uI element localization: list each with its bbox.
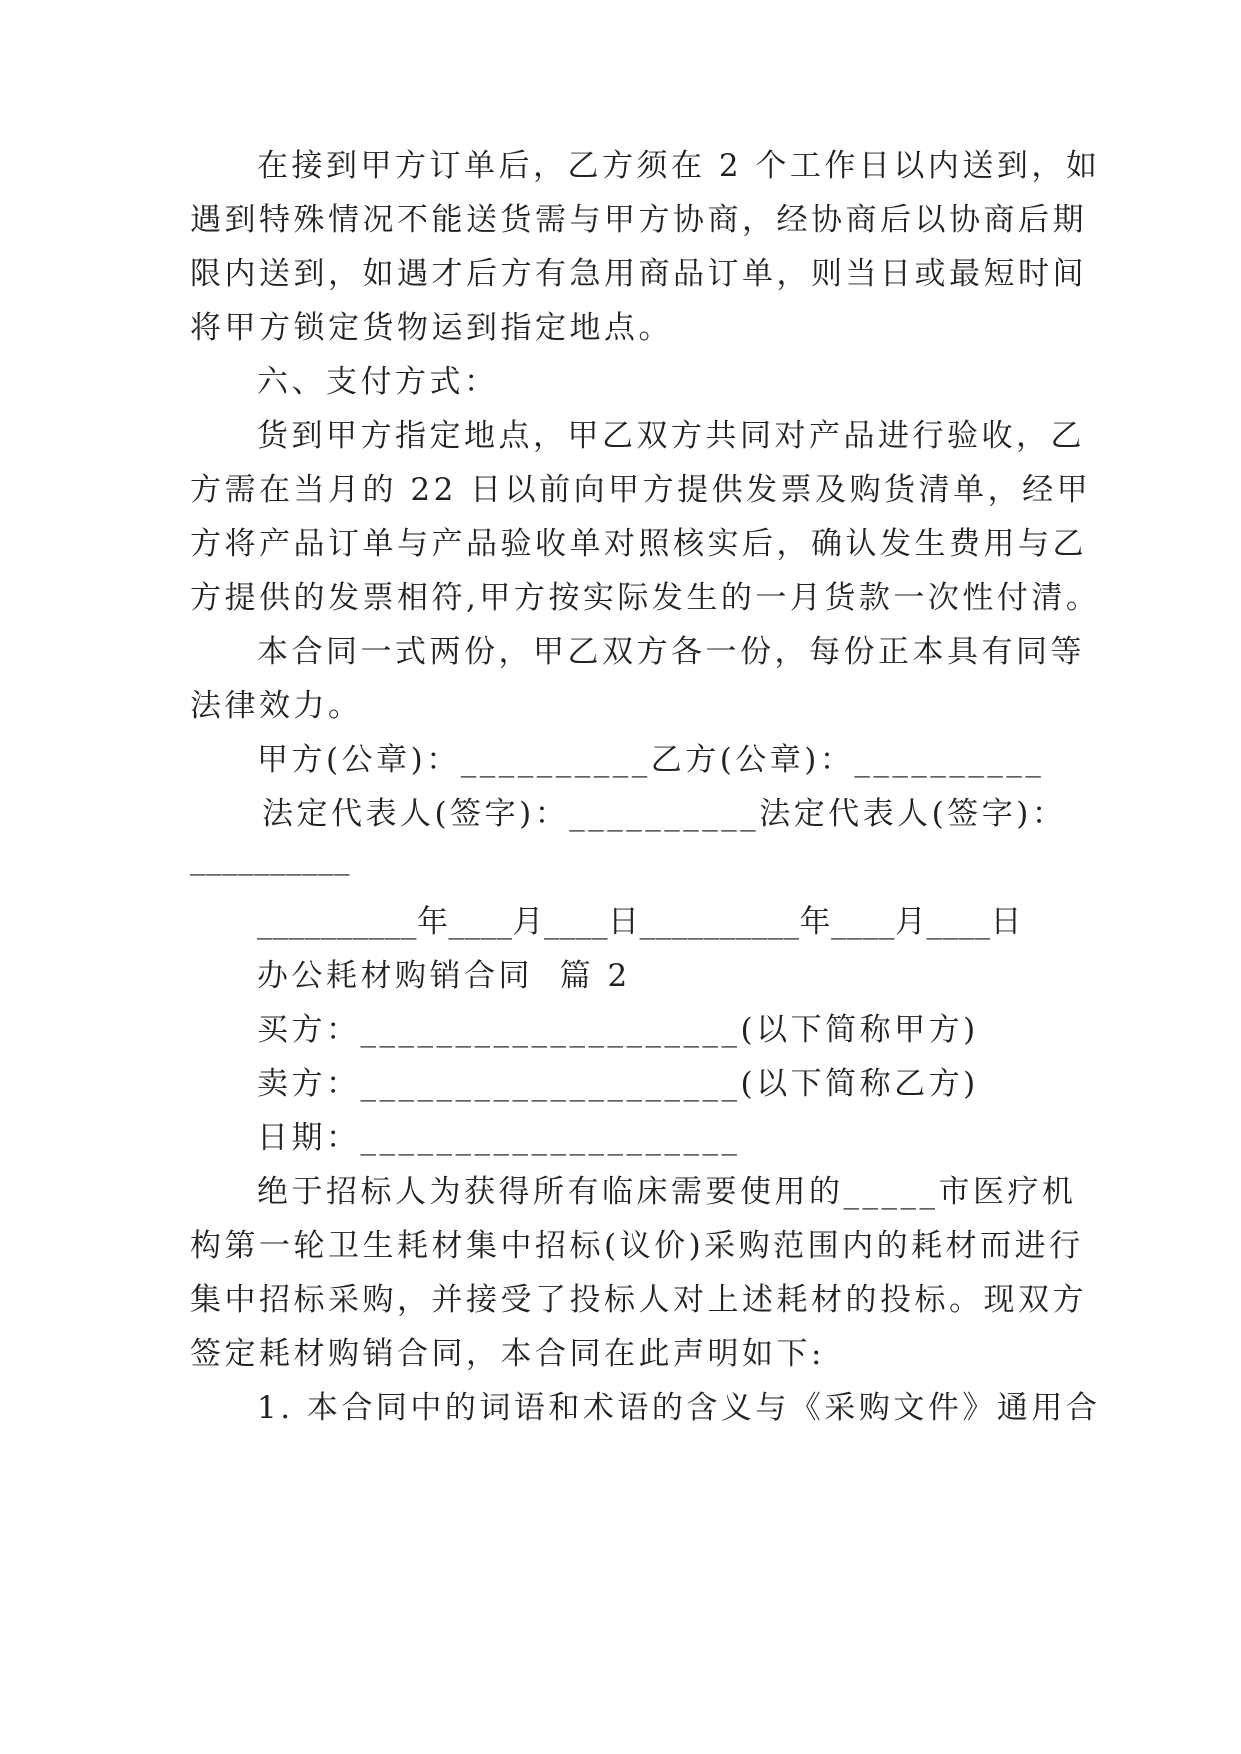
contract2-title: 办公耗材购销合同 篇 2: [257, 958, 631, 994]
date-line: 日期：____________________: [257, 1120, 741, 1156]
delivery-line-4: 将甲方锁定货物运到指定地点。: [190, 310, 673, 346]
payment-line-1: 货到甲方指定地点，甲乙双方共同对产品进行验收，乙: [257, 418, 1085, 454]
legal-rep-tail-line: __________: [190, 840, 350, 876]
intro-line-1: 绝于招标人为获得所有临床需要使用的_____市医疗机: [257, 1174, 1077, 1210]
copies-line-2: 法律效力。: [190, 688, 363, 724]
seller-line: 卖方：____________________(以下简称乙方): [257, 1066, 979, 1102]
party-seal-line: 甲方(公章)：__________乙方(公章)：__________: [257, 742, 1045, 778]
intro-line-2: 构第一轮卫生耗材集中招标(议价)采购范围内的耗材而进行: [190, 1228, 1084, 1264]
delivery-line-1: 在接到甲方订单后，乙方须在 2 个工作日以内送到，如: [257, 148, 1101, 184]
intro-line-3: 集中招标采购，并接受了投标人对上述耗材的投标。现双方: [190, 1282, 1087, 1318]
intro-line-4: 签定耗材购销合同，本合同在此声明如下:: [190, 1336, 825, 1372]
delivery-line-3: 限内送到，如遇才后方有急用商品订单，则当日或最短时间: [190, 256, 1087, 292]
delivery-line-2: 遇到特殊情况不能送货需与甲方协商，经协商后以协商后期: [190, 202, 1087, 238]
signature-date-line: __________年____月____日__________年____月____日: [257, 904, 1022, 940]
payment-line-3: 方将产品订单与产品验收单对照核实后，确认发生费用与乙: [190, 526, 1087, 562]
copies-line-1: 本合同一式两份，甲乙双方各一份，每份正本具有同等: [257, 634, 1085, 670]
clause-1-line: 1. 本合同中的词语和术语的含义与《采购文件》通用合: [257, 1390, 1101, 1426]
payment-line-2: 方需在当月的 22 日以前向甲方提供发票及购货清单，经甲: [190, 472, 1092, 508]
buyer-line: 买方：____________________(以下简称甲方): [257, 1012, 979, 1048]
legal-rep-line: 法定代表人(签字)：__________法定代表人(签字)：: [262, 796, 1067, 832]
payment-heading: 六、支付方式：: [257, 364, 499, 400]
payment-line-4: 方提供的发票相符,甲方按实际发生的一月货款一次性付清。: [190, 580, 1101, 616]
